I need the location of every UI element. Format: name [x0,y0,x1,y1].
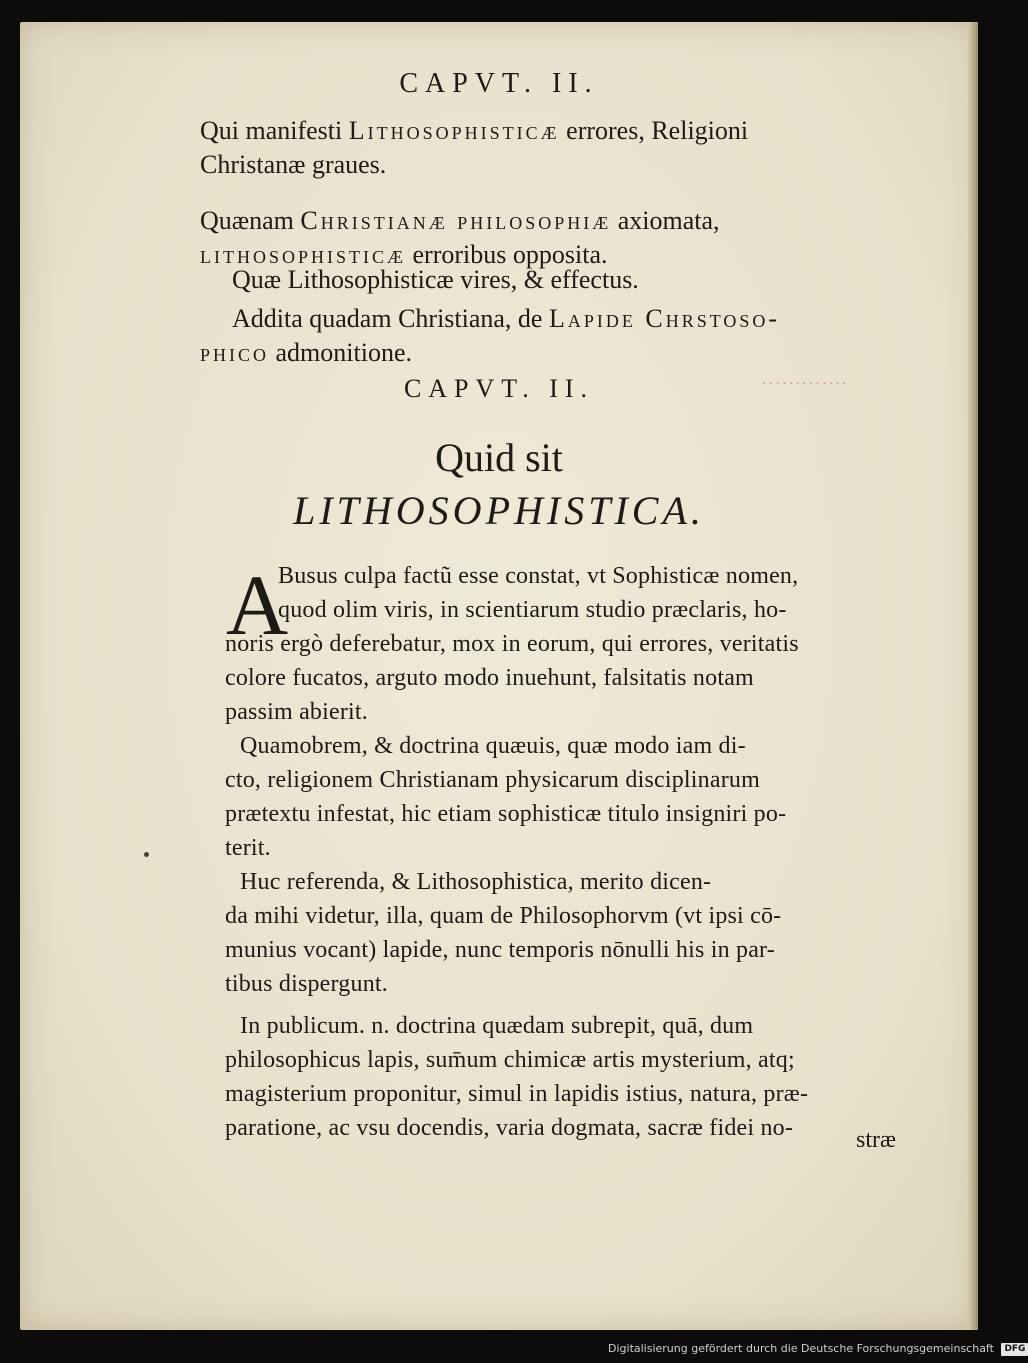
toc-line: Qui manifesti Lithosophisticæ errores, Religioni [200,116,749,145]
text-line: In publicum. n. doctrina quædam subrepit, quā, dum [240,1013,754,1039]
dfg-logo-icon: DFG [1001,1343,1028,1356]
text-line: noris ergò deferebatur, mox in eorum, qui errores, veritatis [225,631,799,657]
decorative-dots: ············· [762,377,849,392]
text-line: colore fucatos, arguto modo inuehunt, falsitatis notam [225,665,754,691]
text-line: Huc referenda, & Lithosophistica, merito dicen- [240,869,712,895]
chapter-title-line2: LITHOSOPHISTICA. [293,488,705,533]
ink-speck [144,852,149,857]
text-line: Busus culpa factũ esse constat, vt Sophisticæ nomen, [278,563,799,589]
text-line: terit. [225,835,271,861]
toc-line: phico admonitione. [200,338,412,367]
digitization-footer [608,1340,1026,1358]
page-spine-shadow [968,22,978,1330]
chapter-heading-top: CAPVT. II. [399,68,599,99]
text-line: Quamobrem, & doctrina quæuis, quæ modo iam di- [240,733,746,759]
text-line: philosophicus lapis, sum̄um chimicæ artis mysterium, atq; [225,1047,795,1073]
text-line: passim abierit. [225,699,368,725]
toc-line: lithosophisticæ erroribus opposita. [200,240,608,269]
toc-line: Quæ Lithosophisticæ vires, & effectus. [232,265,639,294]
drop-capital: A [226,557,289,653]
book-page [20,22,978,1330]
chapter-heading: CAPVT. II. [403,374,595,403]
text-line: prætextu infestat, hic etiam sophisticæ titulo insigniri po- [225,801,787,827]
text-line: tibus dispergunt. [225,971,388,997]
text-line: da mihi videtur, illa, quam de Philosophorvm (vt ipsi cō- [225,903,782,929]
text-line: munius vocant) lapide, nunc temporis nōnulli his in par- [225,937,775,963]
toc-line: Christanæ graues. [200,150,387,179]
text-line: magisterium proponitur, simul in lapidis istius, natura, præ- [225,1081,809,1107]
chapter-title-line1: Quid sit [435,435,563,480]
toc-line: Quænam Christianæ philosophiæ axiomata, [200,206,720,235]
text-line: paratione, ac vsu docendis, varia dogmata, sacræ fidei no- [225,1115,794,1141]
catchword: stræ [856,1127,897,1153]
toc-line: Addita quadam Christiana, de Lapide Chrstoso- [232,304,781,333]
text-line: cto, religionem Christianam physicarum disciplinarum [225,767,760,793]
footer-text: Digitalisierung gefördert durch die Deutsche Forschungsgemeinschaft [608,1342,994,1355]
text-line: quod olim viris, in scientiarum studio præclaris, ho- [278,597,787,623]
